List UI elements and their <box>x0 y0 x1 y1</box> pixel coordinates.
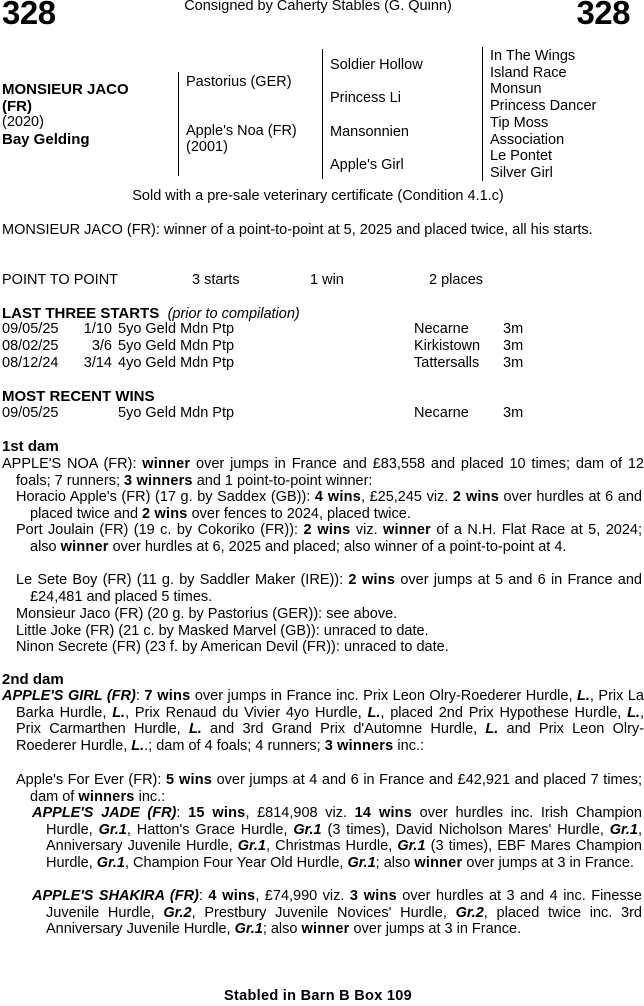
foal-apples-for-ever: Apple's For Ever (FR): 5 wins over jumps at 4 and 6 in France and £42,921 and placed 7 times; dam of winners inc.: <box>16 772 642 805</box>
race-type: 5yo Geld Mdn Ptp <box>118 405 235 421</box>
foal-apples-jade: APPLE'S JADE (FR): 15 wins, £814,908 viz. 14 wins over hurdles inc. Irish Champion Hurdle, Gr.1, Hatton's Grace Hurdle, Gr.1 (3 times), David Nicholson Mares' Hurdle, Gr.1, Anniversary Juvenile Hurdle, Gr.1, Christmas Hurdle, Gr.1 (3 times), EBF Mares Champion Hurdle, Gr.1, Champion Four Year Old Hurdle, Gr.1; also winner over jumps at 3 in France. <box>32 805 642 871</box>
second-dam-record: APPLE'S GIRL (FR): 7 wins over jumps in France inc. Prix Leon Olry-Roederer Hurdle, L., Prix La Barka Hurdle, L., Prix Renaud du Vivier 4yo Hurdle, L., placed 2nd Prix Hypothese Hurdle, L., Prix Carmarthen Hurdle, L. and 3rd Grand Prix d'Automne Hurdle, L. and Prix Leon Olry-Roederer Hurdle, L..; dam of 4 foals; 4 runners; 3 winners inc.: <box>2 688 644 754</box>
foal-port-joulain: Port Joulain (FR) (19 c. by Cokoriko (FR)): 2 wins viz. winner of a N.H. Flat Race at 5, 2024; also winner over hurdles at 6, 2025 and placed; also winner of a point-to-point at 4. <box>16 522 642 555</box>
stabling-footer: Stabled in Barn B Box 109 <box>224 988 412 1004</box>
first-dam-record: APPLE'S NOA (FR): winner over jumps in France and £83,558 and placed 10 times; dam of 12 foals; 7 runners; 3 winners and 1 point-to-point winner: <box>2 456 644 489</box>
race-type: 4yo Geld Mdn Ptp <box>118 355 235 371</box>
pedigree-dam-dam: Apple's Girl <box>330 157 404 173</box>
horse-year: (2020) <box>2 114 44 130</box>
pedigree-dam: Apple's Noa (FR) (2001) <box>186 123 297 155</box>
pedigree-third-generation: In The Wings Island Race Monsun Princess Dancer Tip Moss Association Le Pontet Silver Girl <box>490 48 597 181</box>
race-venue: Necarne <box>414 321 469 337</box>
race-distance: 3m <box>503 338 524 354</box>
race-venue: Kirkistown <box>414 338 481 354</box>
pedigree-sire: Pastorius (GER) <box>186 74 292 90</box>
race-position: 3/14 <box>83 355 112 371</box>
race-venue: Necarne <box>414 405 469 421</box>
race-position: 1/10 <box>83 321 112 337</box>
foal-apples-shakira: APPLE'S SHAKIRA (FR): 4 wins, £74,990 viz. 3 wins over hurdles at 3 and 4 inc. Finesse Juvenile Hurdle, Gr.2, Prestbury Juvenile Novices' Hurdle, Gr.2, placed twice inc. 3rd Anniversary Juvenile Hurdle, Gr.1; also winner over jumps at 3 in France. <box>32 888 642 937</box>
recent-wins-title: MOST RECENT WINS <box>2 388 155 405</box>
foal-monsieur-jaco: Monsieur Jaco (FR) (20 g. by Pastorius (GER)): see above. <box>16 606 398 622</box>
race-position: 3/6 <box>91 338 112 354</box>
second-dam-title: 2nd dam <box>2 671 64 688</box>
race-distance: 3m <box>503 405 524 421</box>
vet-note: Sold with a pre-sale veterinary certificate (Condition 4.1.c) <box>132 188 504 204</box>
foal-le-sete-boy: Le Sete Boy (FR) (11 g. by Saddler Maker (IRE)): 2 wins over jumps at 5 and 6 in France and £24,481 and placed 5 times. <box>16 572 642 605</box>
lot-number-left: 328 <box>2 0 56 31</box>
race-date: 09/05/25 <box>2 405 59 421</box>
horse-name: MONSIEUR JACO (FR) <box>2 81 129 115</box>
foal-ninon-secrete: Ninon Secrete (FR) (23 f. by American Devil (FR)): unraced to date. <box>16 639 449 655</box>
pedigree-divider-1 <box>178 72 179 176</box>
race-type: 5yo Geld Mdn Ptp <box>118 338 235 354</box>
pedigree-sire-sire: Soldier Hollow <box>330 57 423 73</box>
pedigree-dam-sire: Mansonnien <box>330 124 409 140</box>
race-distance: 3m <box>503 355 524 371</box>
race-date: 08/12/24 <box>2 355 59 371</box>
race-date: 09/05/25 <box>2 321 59 337</box>
foal-little-joke: Little Joke (FR) (21 c. by Masked Marvel (GB)): unraced to date. <box>16 623 429 639</box>
race-venue: Tattersalls <box>414 355 480 371</box>
pedigree-divider-2 <box>322 49 323 179</box>
consignor: Consigned by Caherty Stables (G. Quinn) <box>184 0 452 14</box>
race-date: 08/02/25 <box>2 338 59 354</box>
race-distance: 3m <box>503 321 524 337</box>
ptp-record: POINT TO POINT 3 starts 1 win 2 places <box>2 272 484 288</box>
horse-sex: Bay Gelding <box>2 131 90 148</box>
last-three-title: LAST THREE STARTS (prior to compilation) <box>2 305 300 322</box>
pedigree-sire-dam: Princess Li <box>330 90 401 106</box>
first-dam-title: 1st dam <box>2 438 59 455</box>
pedigree-divider-3 <box>482 47 483 181</box>
horse-summary: MONSIEUR JACO (FR): winner of a point-to-point at 5, 2025 and placed twice, all his starts. <box>2 222 593 238</box>
race-type: 5yo Geld Mdn Ptp <box>118 321 235 337</box>
lot-number-right: 328 <box>576 0 630 31</box>
foal-horacio-apples: Horacio Apple's (FR) (17 g. by Saddex (GB)): 4 wins, £25,245 viz. 2 wins over hurdles at 6 and placed twice and 2 wins over fences to 2024, placed twice. <box>16 489 642 522</box>
